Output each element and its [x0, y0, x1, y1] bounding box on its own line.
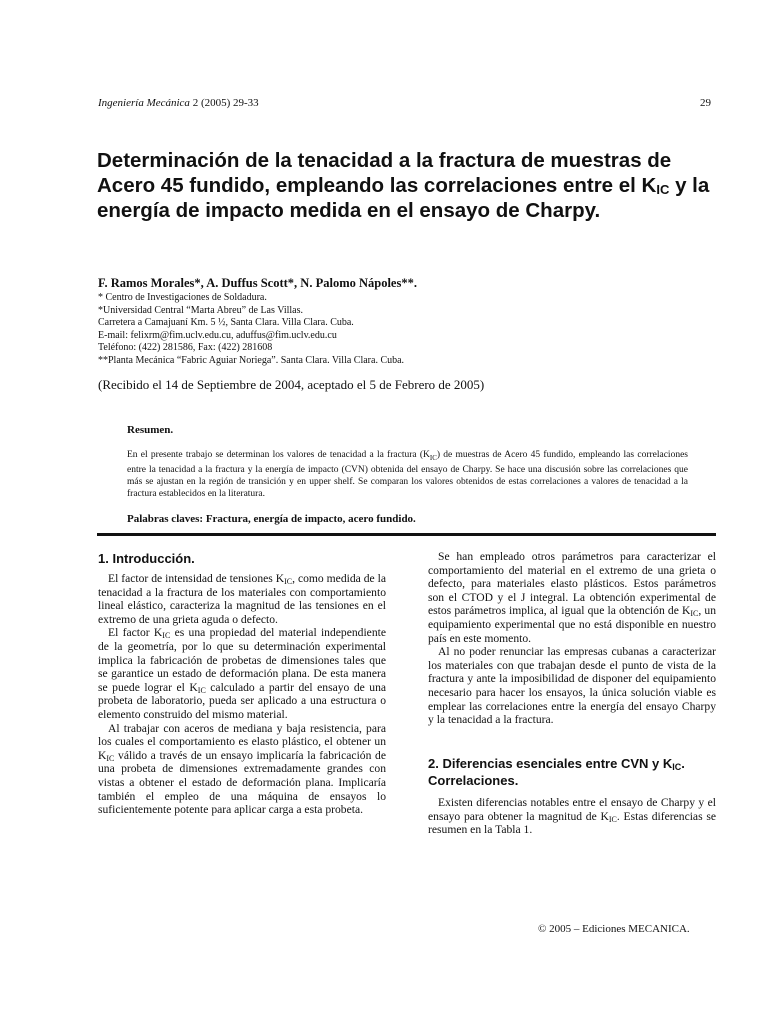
- journal-name: Ingeniería Mecánica: [98, 97, 190, 109]
- affiliation-line: Carretera a Camajuaní Km. 5 ½, Santa Clara. Villa Clara. Cuba.: [98, 317, 354, 329]
- section-divider: [97, 533, 716, 536]
- abstract-text: En el presente trabajo se determinan los valores de tenacidad a la fractura $(K_{IC})$ de muestras de Acero 45 fundido, empleando las correlaciones entre la tenacidad a la fractura y la energía de impacto (CVN) obtenida del ensayo de Charpy. Se hace una discusión sobre las correlaciones que más se ajustan en la región de transición y en upper shelf. Se comparan los valores obtenidos de estas correlaciones a valores de tenacidad a la fractura establecidos en la literatura.: [127, 450, 688, 499]
- section-2-heading: 2. Diferencias esenciales entre CVN y $K_{IC}$. Correlaciones.: [428, 756, 685, 788]
- paragraph: El factor de intensidad de tensiones $K_{IC}$, como medida de la tenacidad a la fractura de los materiales con comportamiento lineal elástico, caracteriza la magnitud de las tensiones en el extremo de una grieta aguda o defecto.: [98, 572, 386, 626]
- affiliation-line: E-mail: felixrm@fim.uclv.edu.cu, aduffus@fim.uclv.edu.cu: [98, 329, 337, 341]
- affiliation-line: * Centro de Investigaciones de Soldadura.: [98, 292, 267, 303]
- page-number: 29: [700, 97, 711, 109]
- left-column: [98, 572, 386, 817]
- paragraph: Existen diferencias notables entre el ensayo de Charpy y el ensayo para obtener la magnitud de $K_{IC}$. Estas diferencias se resumen en la Tabla 1.: [428, 796, 716, 837]
- right-column: [428, 550, 716, 727]
- section-2-body: [428, 796, 716, 837]
- paragraph: El factor $K_{IC}$ es una propiedad del material independiente de la geometría, por lo que su determinación experimental implica la fabricación de probetas de dimensiones tales que se garantice un estado de deformación plana. De esta manera se puede lograr el $K_{IC}$ calculado a partir del ensayo de una probeta de laboratorio, pueda ser aplicado a una estructura o elemento construido del mismo material.: [98, 626, 387, 721]
- affiliations: [98, 292, 698, 368]
- paragraph: Se han empleado otros parámetros para caracterizar el comportamiento del material en el extremo de una grieta o defecto, para materiales elasto plásticos. Estos parámetros son el CTOD y el J integral. La obtención experimental de estos parámetros implica, al igual que la obtención de $K_{IC}$, un equipamiento experimental que no está disponible en nuestro país en este momento.: [428, 550, 716, 645]
- article-title: Determinación de la tenacidad a la fractura de muestras de Acero 45 fundido, empleando las correlaciones entre el $K_{IC}$ y la energía de impacto medida en el ensayo de Charpy.: [97, 149, 710, 222]
- journal-volume-pages: 2 (2005) 29-33: [189, 97, 259, 109]
- paragraph: Al no poder renunciar las empresas cubanas a caracterizar los materiales con que trabajan desde el punto de vista de la fractura y ante la imposibilidad de disponer del equipamiento necesario para hacer los ensayos, la única solución viable es emplear las correlaciones entre la energía del ensayo Charpy y la tenacidad a la fractura.: [428, 645, 716, 727]
- journal-reference: [98, 97, 259, 109]
- abstract-heading: Resumen.: [127, 424, 174, 436]
- affiliation-line: Teléfono: (422) 281586, Fax: (422) 281608: [98, 342, 273, 354]
- affiliation-line: *Universidad Central “Marta Abreu” de Las Villas.: [98, 304, 303, 316]
- copyright-footer: © 2005 – Ediciones MECANICA.: [538, 923, 690, 935]
- author-list: F. Ramos Morales*, A. Duffus Scott*, N. Palomo Nápoles**.: [98, 276, 417, 290]
- received-dates: (Recibido el 14 de Septiembre de 2004, aceptado el 5 de Febrero de 2005): [98, 377, 485, 392]
- keywords: Palabras claves: Fractura, energía de impacto, acero fundido.: [127, 513, 416, 525]
- paragraph: Al trabajar con aceros de mediana y baja resistencia, para los cuales el comportamiento es elasto plástico, el obtener un $K_{IC}$ válido a través de un ensayo implicaría la fabricación de una probeta de dimensiones extremadamente grandes con vistas a obtener el estado de deformación plana. Implicaría también el empleo de una máquina de ensayos lo suficientemente potente para aplicar carga a esta probeta.: [98, 721, 386, 817]
- section-1-heading: 1. Introducción.: [98, 551, 195, 566]
- affiliation-line: **Planta Mecánica “Fabric Aguiar Noriega”. Santa Clara. Villa Clara. Cuba.: [98, 354, 405, 366]
